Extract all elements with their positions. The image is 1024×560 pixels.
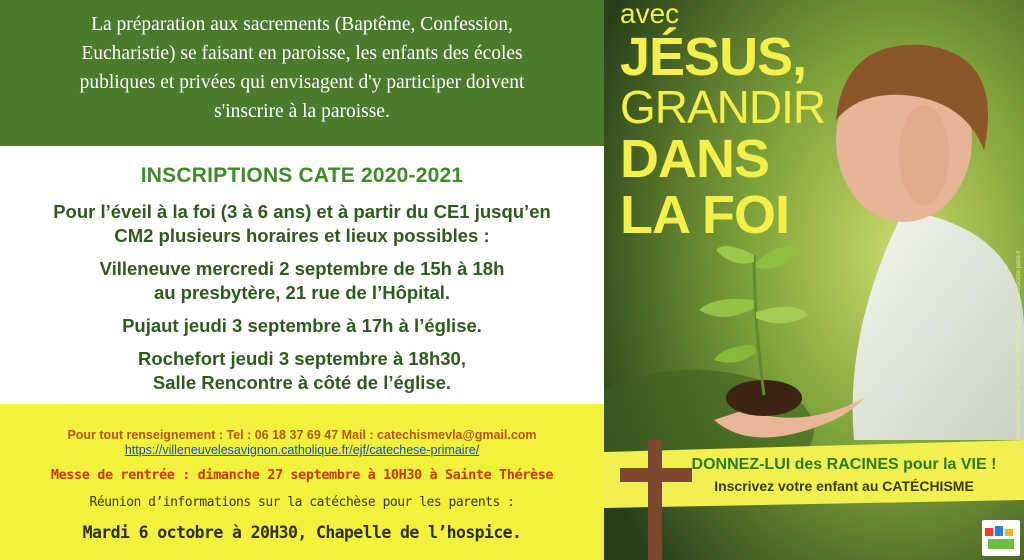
contact-line: Pour tout renseignement : Tel : 06 18 37 69 47 Mail : catechismevla@gmail.com bbox=[67, 428, 537, 442]
info-line: Rochefort jeudi 3 septembre à 18h30, bbox=[138, 348, 466, 369]
intro-line: publiques et privées qui envisagent d'y participer doivent bbox=[79, 72, 525, 93]
tagline-donnez: DONNEZ-LUI des RACINES pour la VIE ! bbox=[691, 456, 997, 473]
intro-line: s'inscrire à la paroisse. bbox=[214, 101, 390, 122]
copyright-note: © Service diocésain de la communication - Mai 2016 - www.diocese-paris.fr bbox=[1016, 250, 1022, 453]
headline-jesus: JÉSUS, bbox=[620, 27, 807, 87]
cross-icon bbox=[648, 440, 662, 560]
reunion-line: Réunion d’informations sur la catéchèse pour les parents : bbox=[89, 495, 515, 510]
inscriptions-box bbox=[0, 146, 604, 404]
info-line: Salle Rencontre à côté de l’église. bbox=[152, 372, 452, 393]
parish-logo bbox=[982, 520, 1020, 556]
inscriptions-title: INSCRIPTIONS CATE 2020-2021 bbox=[140, 164, 464, 187]
intro-line: La préparation aux sacrements (Baptême, Confession, bbox=[91, 14, 513, 35]
headline-dans: DANS bbox=[620, 129, 770, 189]
info-line: Pour l’éveil à la foi (3 à 6 ans) et à partir du CE1 jusqu’en bbox=[53, 201, 551, 222]
headline-grandir: GRANDIR bbox=[620, 81, 826, 133]
website-link[interactable]: https://villeneuvelesavignon.catholique.fr/ejf/catechese-primaire/ bbox=[124, 443, 480, 457]
catechism-poster bbox=[604, 0, 1024, 560]
info-line: Pujaut jeudi 3 septembre à 17h à l’église. bbox=[122, 315, 482, 336]
intro-line: Eucharistie) se faisant en paroisse, les enfants des écoles bbox=[81, 43, 523, 64]
poster-tagline bbox=[664, 456, 1024, 494]
info-line: CM2 plusieurs horaires et lieux possibles : bbox=[114, 225, 490, 246]
headline-la-foi: LA FOI bbox=[620, 185, 789, 245]
footer-box bbox=[0, 404, 604, 560]
mardi-line: Mardi 6 octobre à 20H30, Chapelle de l’hospice. bbox=[82, 523, 522, 542]
parish-logo-icon bbox=[982, 520, 1020, 556]
tagline-inscrivez: Inscrivez votre enfant au CATÉCHISME bbox=[714, 478, 974, 494]
headline-avec: avec bbox=[620, 0, 680, 29]
info-line: au presbytère, 21 rue de l’Hôpital. bbox=[153, 282, 451, 303]
info-line: Villeneuve mercredi 2 septembre de 15h à 18h bbox=[99, 258, 505, 279]
poster-headline bbox=[620, 0, 826, 245]
messe-line: Messe de rentrée : dimanche 27 septembre à 10H30 à Sainte Thérèse bbox=[50, 467, 554, 483]
intro-box bbox=[0, 0, 604, 146]
